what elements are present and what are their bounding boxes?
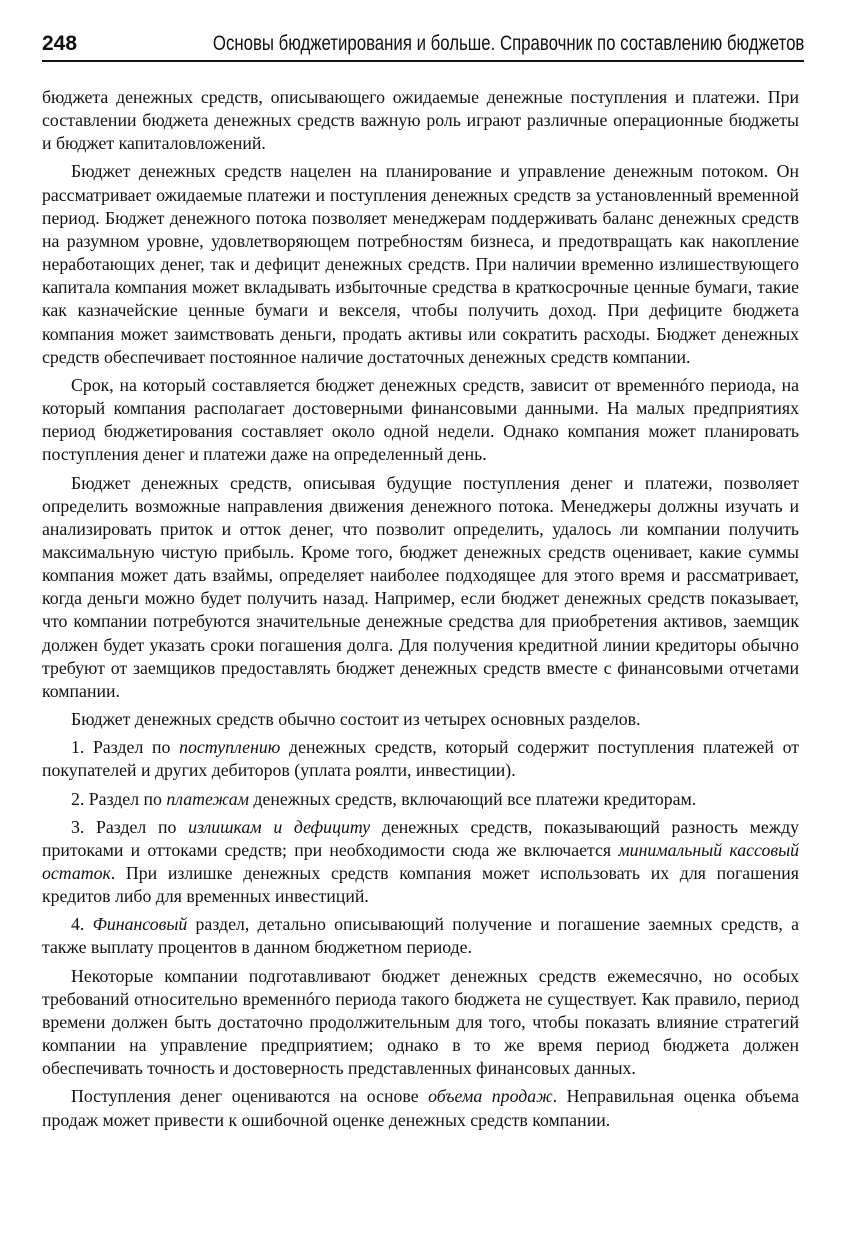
text-run: денежных средств, который содержит поступления платежей от покупателей и других дебиторов (уплата роялти, инвестиции). — [42, 737, 800, 781]
header-rule — [42, 60, 804, 62]
list-item — [42, 788, 799, 811]
emphasis: объема продаж — [428, 1086, 553, 1107]
text-run: 2. Раздел по — [71, 788, 167, 809]
page-header — [42, 14, 804, 60]
body-text — [42, 86, 799, 1137]
paragraph: бюджета денежных средств, описывающего ожидаемые денежные поступления и платежи. При составлении бюджета денежных средств важную роль играют различные операционные бюджеты и бюджет капиталовложений. — [42, 87, 799, 154]
emphasis: излишкам и дефициту — [188, 816, 371, 837]
emphasis: минимальный кассовый остаток — [42, 839, 799, 883]
emphasis: платежам — [166, 788, 249, 809]
text-run: 1. Раздел по — [71, 737, 180, 758]
paragraph: Некоторые компании подготавливают бюджет денежных средств ежемесячно, но особых требований относительно временнóго периода такого бюджета не существует. Как правило, период времени должен быть достаточно продолжительным для того, чтобы показать влияние стратегий компании на управление предприятием; однако в то же время период бюджета должен обеспечивать точность и достоверность представленных финансовых данных. — [42, 965, 799, 1079]
emphasis: Финансовый — [92, 914, 188, 935]
text-run: Поступления денег оцениваются на основе — [71, 1086, 429, 1107]
paragraph: Бюджет денежных средств обычно состоит из четырех основных разделов. — [71, 709, 641, 730]
emphasis: поступлению — [179, 737, 281, 758]
paragraph: Бюджет денежных средств, описывая будущие поступления денег и платежи, позволяет определить возможные направления движения денежного потока. Менеджеры должны изучать и анализировать приток и отток денег, что позволит определить, удалось ли компании получить максимальную чистую прибыль. Кроме того, бюджет денежных средств оценивает, какие суммы компания может дать взаймы, определяет наиболее подходящее для этого время и рассматривает, когда деньги можно будет получить назад. Например, если бюджет денежных средств показывает, что компании потребуются значительные денежные средства для приобретения активов, заемщик должен будет указать сроки погашения долга. Для получения кредитной линии кредиторы обычно требуют от заемщиков предоставлять бюджет денежных средств вместе с финансовыми отчетами компании. — [42, 472, 799, 701]
paragraph — [42, 1085, 799, 1131]
text-run: денежных средств, показывающий разность между притоками и оттоками средств; при необходимости сюда же включается — [42, 816, 800, 860]
paragraph: Бюджет денежных средств нацелен на планирование и управление денежным потоком. Он рассматривает ожидаемые платежи и поступления денежных средств за установленный временной период. Бюджет денежного потока позволяет менеджерам поддерживать баланс денежных средств на разумном уровне, удовлетворяющем потребностям бизнеса, и предотвращать как накопление неработающих денег, так и дефицит денежных средств. При наличии временно излишествующего капитала компания может вкладывать избыточные средства в краткосрочные ценные бумаги, такие как казначейские ценные бумаги и векселя, чтобы получить доход. При дефиците бюджета компания может заимствовать деньги, продать активы или сократить расходы. Бюджет денежных средств обеспечивает постоянное наличие достаточных денежных средств компании. — [42, 161, 799, 367]
running-title: Основы бюджетирования и больше. Справочник по составлению бюджетов — [212, 32, 804, 55]
paragraph: Срок, на который составляется бюджет денежных средств, зависит от временнóго периода, на который компания располагает достоверными финансовыми данными. На малых предприятиях период бюджетирования составляет около одной недели. Однако компания может планировать поступления денег и платежи даже на определенный день. — [42, 374, 799, 465]
text-run: 4. — [71, 914, 93, 935]
text-run: . При излишке денежных средств компания может использовать их для погашения кредитов либо для временных инвестиций. — [42, 863, 799, 907]
text-run: 3. Раздел по — [71, 816, 189, 837]
list-item — [42, 913, 799, 959]
list-item — [42, 816, 799, 909]
page-number: 248 — [42, 32, 78, 55]
text-run: . Неправильная оценка объема продаж может привести к ошибочной оценке денежных средств компании. — [42, 1086, 799, 1130]
text-run: денежных средств, включающий все платежи кредиторам. — [248, 788, 697, 809]
text-run: раздел, детально описывающий получение и погашение заемных средств, а также выплату процентов в данном бюджетном периоде. — [42, 914, 799, 958]
list-item — [42, 736, 799, 782]
